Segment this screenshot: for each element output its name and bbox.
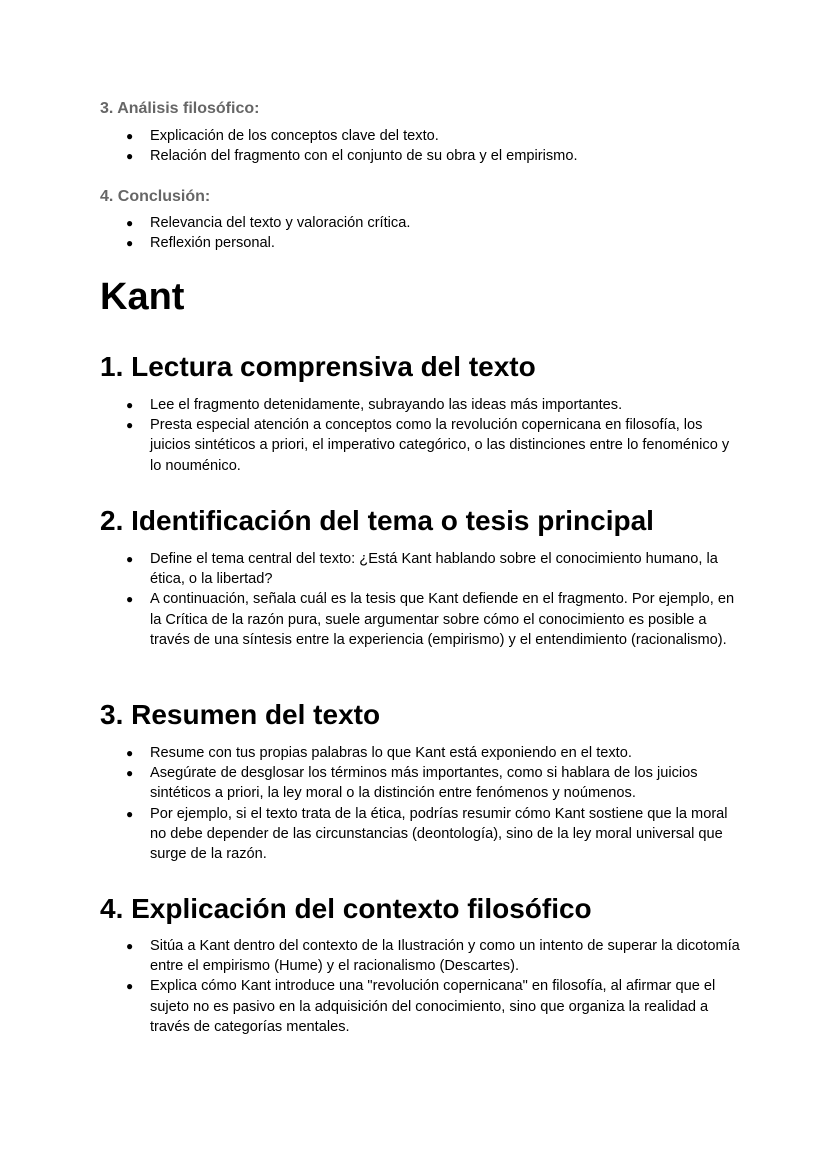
list-item: ● Resume con tus propias palabras lo que Kant está exponiendo en el texto. bbox=[100, 743, 740, 763]
bullet-icon: ● bbox=[126, 939, 134, 953]
heading-resumen: 3. Resumen del texto bbox=[100, 699, 381, 730]
analisis-list bbox=[100, 126, 740, 166]
list-item: ● Lee el fragmento detenidamente, subrayando las ideas más importantes. bbox=[100, 395, 740, 415]
heading-lectura: 1. Lectura comprensiva del texto bbox=[100, 351, 536, 382]
bullet-icon: ● bbox=[126, 979, 134, 994]
bullet-icon: ● bbox=[126, 418, 134, 433]
list-item: ● Explica cómo Kant introduce una "revolución copernicana" en filosofía, al afirmar que el sujeto no es pasivo en la adquisición del conocimiento, sino que organiza la realidad a través de categorías mentales. bbox=[126, 978, 716, 1035]
list-item: ● Por ejemplo, si el texto trata de la ética, podrías resumir cómo Kant sostiene que la moral no debe depender de las circunstancias (deontología), sino de la ley moral universal que surge de la razón. bbox=[126, 805, 728, 863]
bullet-icon: ● bbox=[126, 746, 134, 760]
bullet-icon: ● bbox=[126, 766, 134, 781]
section-heading-analisis: 3. Análisis filosófico: bbox=[100, 100, 260, 117]
section-heading-conclusion: 4. Conclusión: bbox=[100, 188, 211, 205]
conclusion-list bbox=[100, 213, 740, 253]
list-item: ● Reflexión personal. bbox=[100, 233, 740, 253]
bullet-icon: ● bbox=[126, 149, 134, 164]
bullet-icon: ● bbox=[126, 806, 134, 821]
list-item: ● Sitúa a Kant dentro del contexto de la Ilustración y como un intento de superar la dicotomía entre el empirismo (Hume) y el racionalismo (Descartes). bbox=[126, 938, 740, 975]
identificacion-list bbox=[100, 549, 740, 650]
list-item: ● Relación del fragmento con el conjunto de su obra y el empirismo. bbox=[100, 146, 740, 166]
explicacion-list bbox=[100, 936, 740, 1037]
lectura-list bbox=[100, 395, 740, 476]
bullet-icon: ● bbox=[126, 216, 134, 230]
list-item: ● Presta especial atención a conceptos como la revolución copernicana en filosofía, los juicios sintéticos a priori, el imperativo categórico, o las distinciones entre lo fenoménico y lo nouménico. bbox=[126, 417, 730, 474]
page-title: Kant bbox=[100, 276, 185, 318]
resumen-list bbox=[100, 743, 740, 864]
list-item: ● A continuación, señala cuál es la tesis que Kant defiende en el fragmento. Por ejemplo, en la Crítica de la razón pura, suele argumentar sobre cómo el conocimiento es posible a través de una síntesis entre la experiencia (empirismo) y el entendimiento (racionalismo). bbox=[126, 591, 735, 648]
bullet-icon: ● bbox=[126, 236, 134, 251]
list-item: ● Explicación de los conceptos clave del texto. bbox=[100, 126, 740, 146]
list-item: ● Relevancia del texto y valoración crítica. bbox=[100, 213, 740, 233]
bullet-icon: ● bbox=[126, 129, 134, 143]
heading-identificacion: 2. Identificación del tema o tesis principal bbox=[100, 505, 654, 536]
heading-explicacion: 4. Explicación del contexto filosófico bbox=[100, 893, 592, 924]
bullet-icon: ● bbox=[126, 592, 134, 607]
bullet-icon: ● bbox=[126, 552, 134, 566]
list-item: ● Define el tema central del texto: ¿Está Kant hablando sobre el conocimiento humano, la ética, o la libertad? bbox=[126, 551, 718, 588]
list-item: ● Asegúrate de desglosar los términos más importantes, como si hablara de los juicios sintéticos a priori, la ley moral o la distinción entre fenómenos y noúmenos. bbox=[126, 765, 698, 802]
bullet-icon: ● bbox=[126, 398, 134, 412]
